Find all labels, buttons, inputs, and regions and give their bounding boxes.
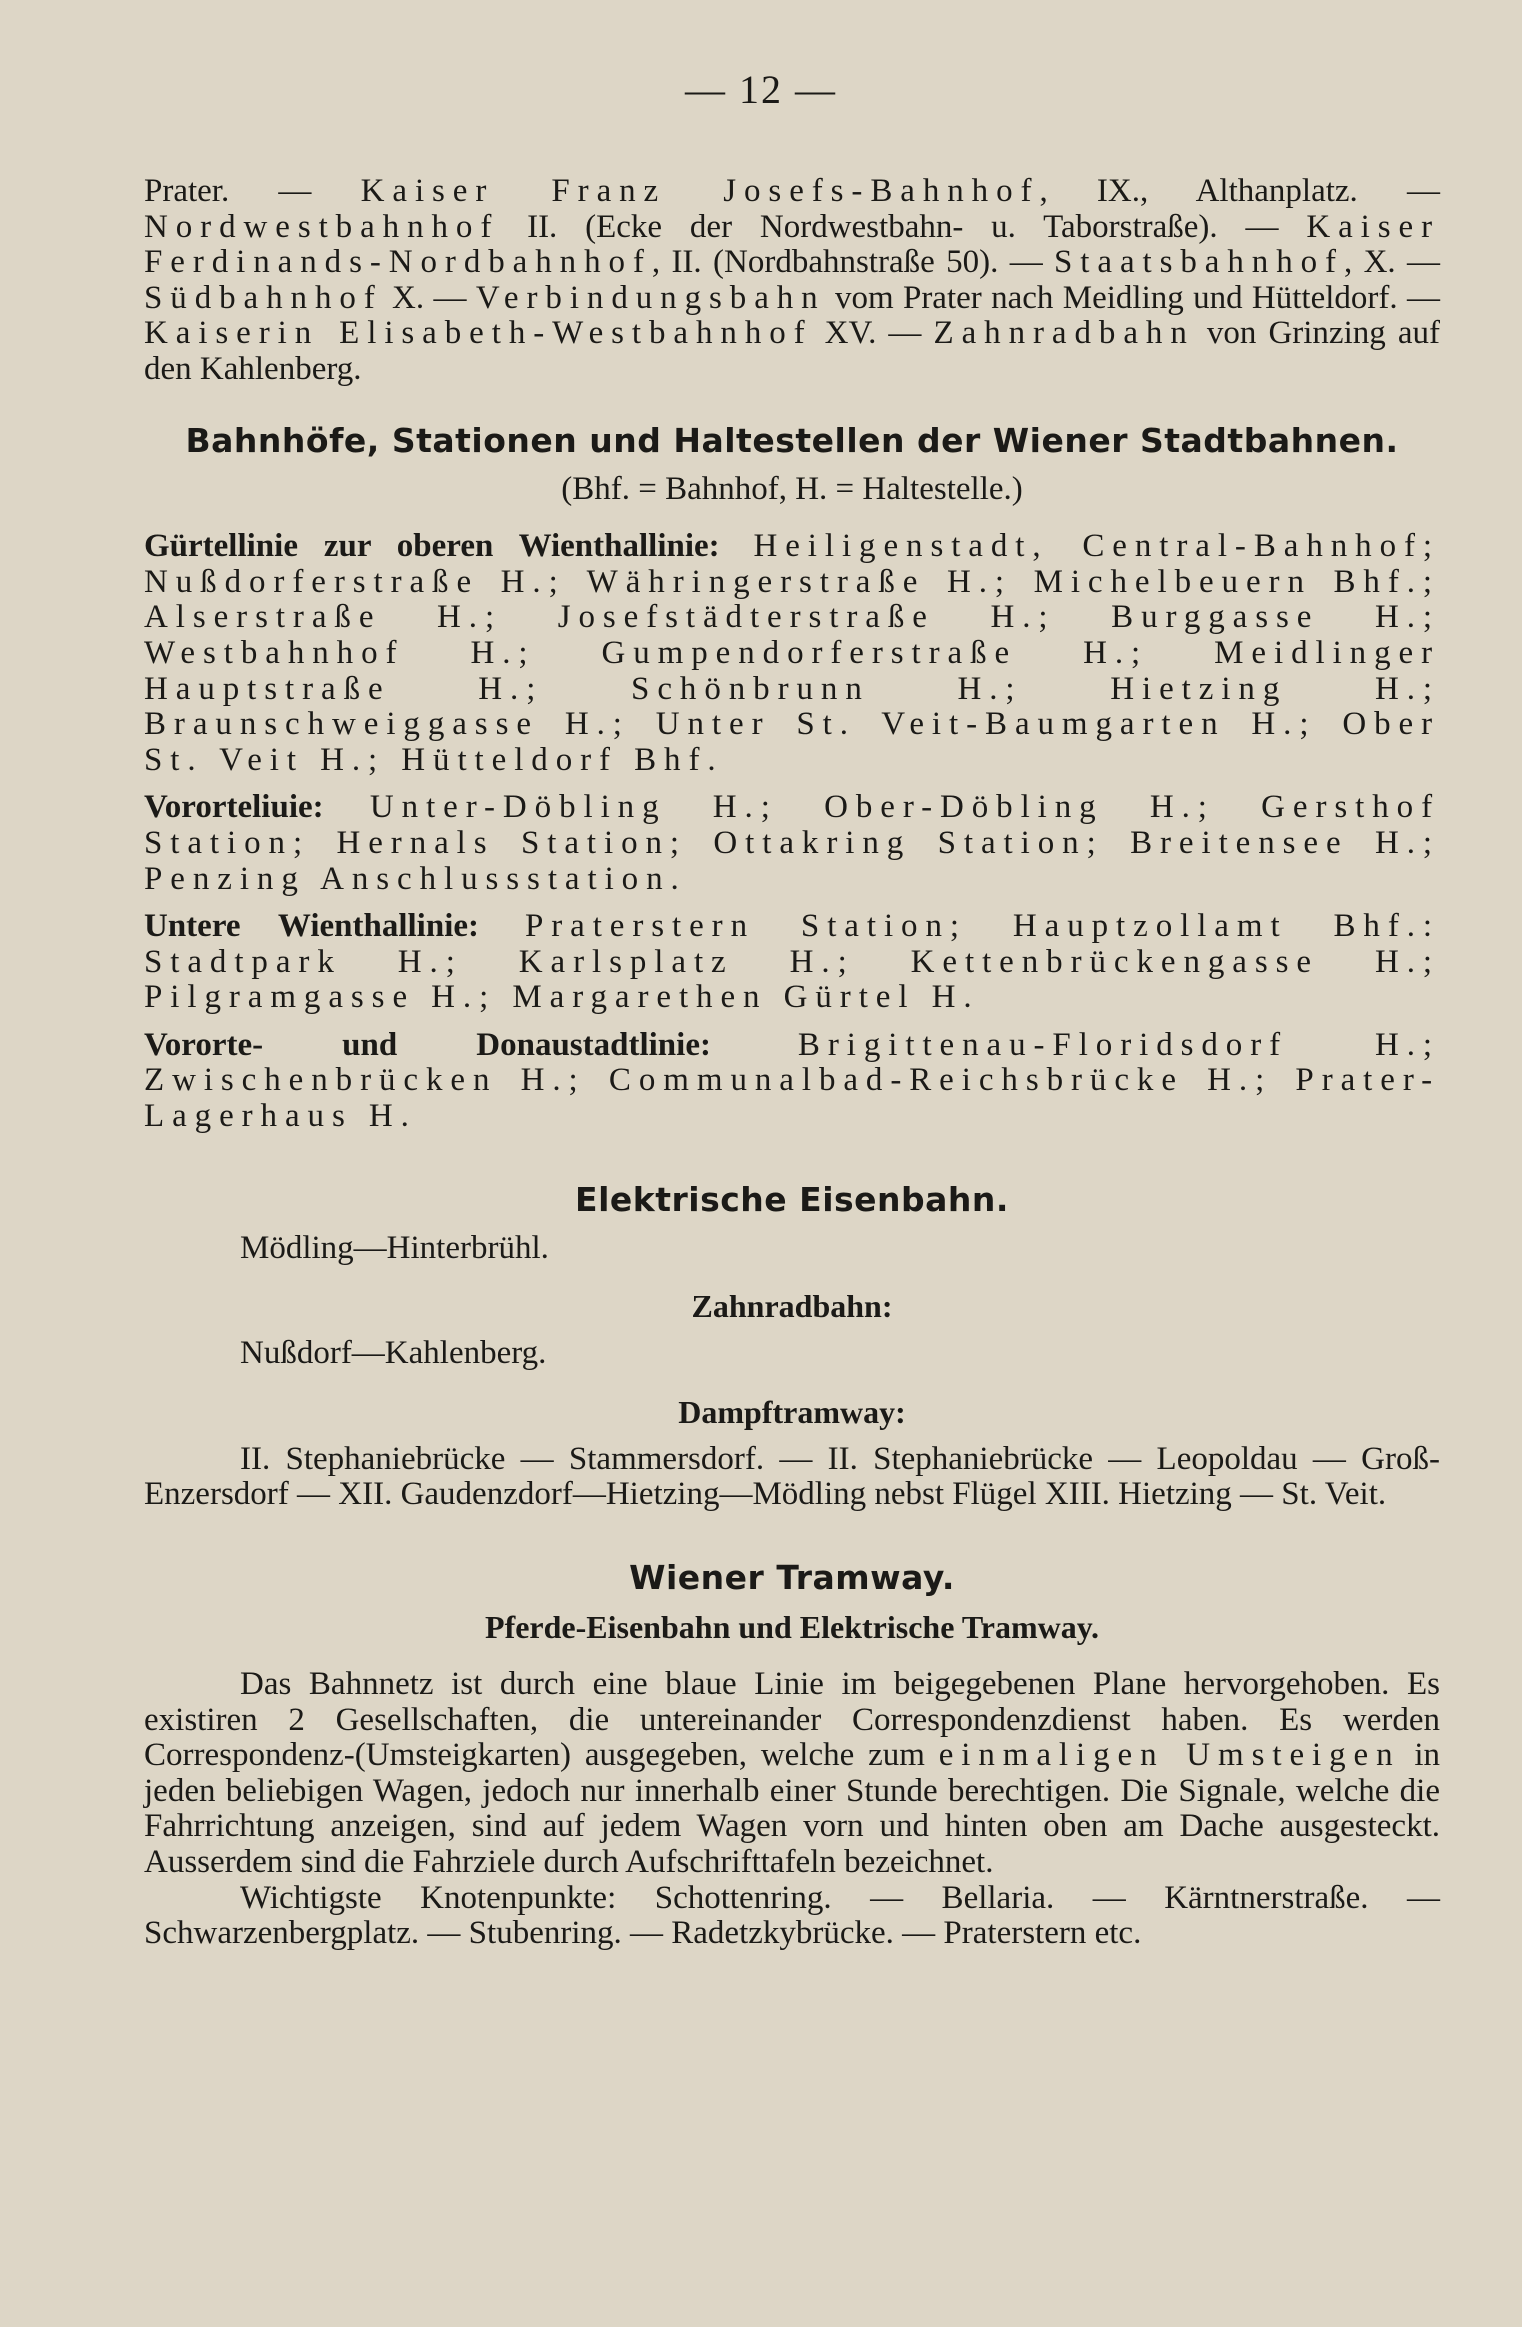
page-number: — 12 — <box>685 67 837 112</box>
page-content <box>144 174 1440 1952</box>
line-label: Vororte- und Donaustadtlinie: <box>144 1026 711 1063</box>
station-name: Kaiserin Elisabeth-Westbahnhof <box>144 315 813 352</box>
zahnradbahn-route: Nußdorf—Kahlenberg. <box>240 1335 547 1372</box>
line-label: Vororteliuie: <box>144 789 324 826</box>
tramway-description: Das Bahnnetz ist durch eine blaue Linie im beigegebenen Plane hervorgehoben. Es existiren 2 Gesellschaften, die untereinander Correspondenzdienst haben. Es werden Correspondenz-(Umsteigkarten) ausgegeben, welche zum einmaligen Umsteigen in jeden beliebigen Wagen, jedoch nur innerhalb einer Stunde berechtigen. Die Signale, welche die Fahrrichtung anzeigen, sind auf jedem Wagen vorn und hinten oben am Dache ausgesteckt. Ausserdem sind die Fahrziele durch Aufschrifttafeln bezeichnet. <box>144 1666 1440 1880</box>
tramway-junctions: Wichtigste Knotenpunkte: Schottenring. — Bellaria. — Kärntnerstraße. — Schwarzenbergplatz. — Stubenring. — Radetzkybrücke. — Praterstern etc. <box>144 1879 1440 1952</box>
railway-stations-paragraph: Prater. — Kaiser Franz Josefs-Bahnhof, IX., Althanplatz. — Nordwestbahnhof II. (Ecke der Nordwestbahn- u. Taborstraße). — Kaiser Ferdinands-Nordbahnhof, II. (Nordbahnstraße 50). — Staatsbahnhof, X. — Südbahnhof X. — Verbindungsbahn vom Prater nach Meidling und Hütteldorf. — Kaiserin Elisabeth-Westbahnhof XV. — Zahnradbahn von Grinzing auf den Kahlenberg. <box>144 173 1440 387</box>
line-stops: Heiligenstadt, Central-Bahnhof; Nußdorferstraße H.; Währingerstraße H.; Michelbeuern Bhf.; Alserstraße H.; Josefstädterstraße H.; Burggasse H.; Westbahnhof H.; Gumpendorferstraße H.; Meidlinger Hauptstraße H.; Schönbrunn H.; Hietzing H.; Braunschweiggasse H.; Unter St. Veit-Baumgarten H.; Ober St. Veit H.; Hütteldorf Bhf. <box>144 528 1440 778</box>
dampftramway-heading: Dampftramway: <box>678 1393 906 1430</box>
station-name: Staatsbahnhof <box>1054 244 1344 281</box>
wiener-tramway-heading: Wiener Tramway. <box>629 1558 955 1598</box>
stadtbahn-line <box>144 529 1440 778</box>
line-label: Gürtellinie zur oberen Wienthallinie: <box>144 528 720 565</box>
elektrische-route: Mödling—Hinterbrühl. <box>240 1229 549 1266</box>
dampftramway-routes: II. Stephaniebrücke — Stammersdorf. — II. Stephaniebrücke — Leopoldau — Groß-Enzersdorf — XII. Gaudenzdorf—Hietzing—Mödling nebst Flügel XIII. Hietzing — St. Veit. <box>144 1440 1440 1513</box>
stadtbahn-line <box>144 1028 1440 1135</box>
station-name: Kaiser Ferdinands-Nordbahnhof <box>144 208 1440 281</box>
stadtbahn-line <box>144 909 1440 1016</box>
station-name: Kaiser Franz Josefs-Bahnhof <box>360 173 1040 209</box>
stadtbahn-line <box>144 790 1440 897</box>
line-stops: Brigittenau-Floridsdorf H.; Zwischenbrücken H.; Communalbad-Reichsbrücke H.; Prater-Lagerhaus H. <box>144 1026 1441 1135</box>
station-name: Verbindungsbahn <box>475 279 826 316</box>
line-stops: Praterstern Station; Hauptzollamt Bhf.: Stadtpark H.; Karlsplatz H.; Kettenbrückengasse H.; Pilgramgasse H.; Margarethen Gürtel H. <box>144 908 1441 1016</box>
tramway-subheading: Pferde-Eisenbahn und Elektrische Tramway. <box>485 1609 1099 1646</box>
station-name: Zahnradbahn <box>933 315 1195 352</box>
stadtbahn-heading: Bahnhöfe, Stationen und Haltestellen der Wiener Stadtbahnen. <box>185 420 1399 460</box>
line-label: Untere Wienthallinie: <box>144 908 480 945</box>
station-name: Südbahnhof <box>144 279 383 316</box>
elektrische-eisenbahn-heading: Elektrische Eisenbahn. <box>575 1179 1009 1219</box>
station-name: Nordwestbahnhof <box>144 208 500 245</box>
abbreviation-legend: (Bhf. = Bahnhof, H. = Haltestelle.) <box>561 470 1023 507</box>
zahnradbahn-heading: Zahnradbahn: <box>691 1288 893 1325</box>
emphasis-text: einmaligen Umsteigen <box>938 1737 1401 1774</box>
line-stops: Unter-Döbling H.; Ober-Döbling H.; Gersthof Station; Hernals Station; Ottakring Station; Breitensee H.; Penzing Anschlussstation. <box>144 789 1440 897</box>
